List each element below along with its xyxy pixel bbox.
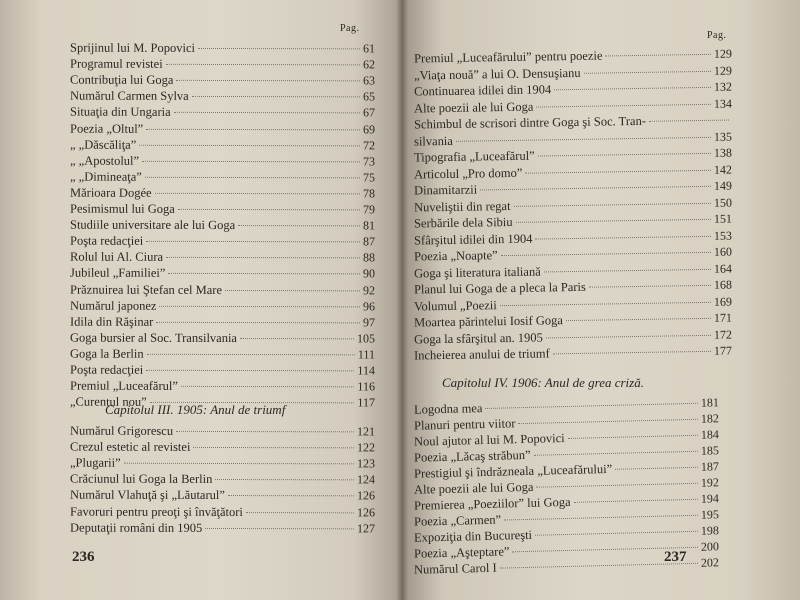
toc-entry-title: Goga şi literatura italiană [413, 264, 541, 280]
toc-entry-title: Volumul „Poezii [413, 297, 497, 313]
toc-entry-title: „ „Apostolul” [69, 153, 140, 168]
toc-entry-title: Poezia „Aşteptare” [413, 544, 510, 561]
toc-entry-page: 160 [713, 244, 733, 259]
toc-entry-title: Contribuţia lui Goga [69, 72, 174, 88]
leader-dots [536, 103, 711, 107]
toc-entry-page: 168 [713, 277, 733, 292]
left-pag-label: Pag. [340, 23, 360, 34]
toc-entry-title: Mărioara Dogée [69, 185, 152, 200]
leader-dots [176, 431, 354, 432]
toc-entry-title: silvania [413, 133, 454, 148]
toc-entry-title: Continuarea idilei din 1904 [413, 82, 552, 99]
toc-entry-title: Nuveliştii din regat [413, 198, 511, 214]
toc-entry-page: 142 [713, 162, 733, 177]
toc-entry [70, 72, 375, 89]
toc-entry [70, 455, 375, 472]
toc-entry-page: 79 [362, 202, 376, 217]
toc-entry-page: 126 [356, 504, 376, 519]
toc-entry-title: Moartea părintelui Iosif Goga [413, 313, 564, 330]
toc-entry-page: 182 [700, 411, 720, 426]
leader-dots [159, 305, 360, 307]
toc-entry [70, 152, 375, 169]
leader-dots [225, 290, 360, 291]
toc-entry [70, 281, 375, 298]
leader-dots [514, 202, 711, 206]
toc-entry-page: 116 [357, 379, 376, 394]
toc-entry-title: Alte poezii ale lui Goga [413, 479, 534, 497]
toc-entry-title: Goga bursier al Soc. Transilvania [69, 330, 238, 345]
toc-entry-title: Premiul „Luceafărul” [69, 378, 178, 393]
leader-dots [193, 447, 354, 448]
leader-dots [176, 80, 360, 81]
toc-entry-page: 150 [713, 195, 733, 210]
toc-entry-title: Poşta redacţiei [69, 362, 144, 377]
leader-dots [147, 354, 355, 356]
toc-entry-page: 105 [356, 331, 376, 346]
toc-entry-title: Poezia „Lăcaş străbun” [413, 447, 531, 465]
toc-entry-title: Planuri pentru viitor [413, 416, 516, 433]
leader-dots [534, 451, 698, 456]
toc-entry-page: 134 [713, 96, 733, 111]
leader-dots [544, 268, 711, 272]
toc-entry-title: Idila din Răşinar [69, 314, 154, 329]
left-page-number: 236 [72, 549, 95, 565]
toc-entry-page: 92 [362, 282, 376, 297]
toc-entry-page: 81 [362, 218, 376, 233]
toc-entry-title: Incheierea anului de triumf [413, 346, 550, 363]
toc-entry-title: Logodna mea [413, 401, 483, 417]
leader-dots [535, 235, 711, 239]
leader-dots [240, 338, 354, 339]
toc-entry-page: 149 [713, 178, 733, 193]
toc-entry [70, 503, 375, 520]
toc-entry-page: 172 [713, 327, 733, 342]
toc-entry-title: Expoziţia din Bucureşti [413, 527, 533, 545]
leader-dots [174, 112, 360, 113]
leader-dots [181, 386, 355, 387]
toc-entry-page: 169 [713, 294, 733, 309]
toc-entry-page: 123 [356, 456, 376, 471]
toc-entry-title: Noul ajutor al lui M. Popovici [413, 431, 565, 449]
toc-entry-page: 126 [356, 488, 376, 503]
leader-dots [605, 54, 711, 57]
toc-entry-title: Situaţia din Ungaria [69, 104, 171, 120]
toc-entry-title: Serbările dela Sibiu [413, 214, 513, 231]
right-chapter-heading: Capitolul IV. 1906: Anul de grea criză. [442, 375, 644, 390]
toc-entry-title: „ „Dimineaţa” [69, 169, 142, 184]
leader-dots [124, 463, 354, 465]
toc-entry-title: „Curentul nou” [69, 394, 147, 409]
leader-dots [500, 301, 711, 305]
toc-entry-page: 192 [700, 475, 720, 490]
toc-entry-page: 177 [713, 343, 733, 358]
toc-entry-title: „Viaţa nouă” a lui O. Densuşianu [413, 65, 581, 82]
toc-entry [70, 184, 375, 201]
right-pag-label: Pag. [707, 30, 727, 41]
leader-dots [536, 483, 698, 488]
toc-entry-title: Articolul „Pro domo” [413, 165, 523, 181]
toc-entry-page: 181 [700, 395, 720, 410]
toc-entry-title: „ „Dăscăliţa” [69, 137, 137, 152]
toc-entry-page: 127 [356, 520, 376, 535]
toc-entry-title: Schimbul de scrisori dintre Goga şi Soc. Tran- [413, 113, 647, 132]
toc-entry-title: Favoruri pentru preoţi şi învăţători [69, 504, 243, 519]
toc-entry-title: Prăznuirea lui Ştefan cel Mare [69, 282, 223, 297]
leader-dots [649, 120, 729, 122]
toc-entry-page: 171 [713, 310, 733, 325]
toc-entry-page: 184 [700, 427, 720, 442]
toc-entry-title: Numărul Grigorescu [69, 423, 174, 438]
toc-entry [70, 297, 375, 314]
leader-dots [146, 370, 354, 372]
toc-entry-page: 153 [713, 228, 733, 243]
leader-dots [525, 169, 711, 173]
toc-entry-title: Numărul japonez [69, 298, 157, 313]
toc-entry-page: 97 [362, 315, 376, 330]
leader-dots [198, 48, 360, 49]
leader-dots [192, 96, 360, 97]
toc-entry-title: Rolul lui Al. Ciura [69, 249, 164, 265]
toc-entry-page: 96 [362, 298, 376, 313]
toc-entry-title: Goga la Berlin [69, 346, 144, 361]
toc-entry-title: Dinamitarzii [413, 182, 478, 198]
leader-dots [166, 257, 360, 259]
toc-entry-title: Poezia „Carmen” [413, 512, 502, 529]
toc-entry-page: 65 [362, 89, 376, 104]
toc-entry-title: Crăciunul lui Goga la Berlin [69, 471, 213, 487]
toc-entry-page: 194 [700, 491, 720, 506]
toc-entry [70, 519, 375, 536]
leader-dots [215, 479, 354, 480]
toc-entry [70, 423, 375, 440]
leader-dots [246, 512, 354, 513]
left-chapter-heading: Capitolul III. 1905: Anul de triumf [105, 402, 286, 417]
toc-entry [70, 56, 375, 73]
toc-entry-page: 88 [362, 250, 376, 265]
leader-dots [146, 241, 360, 243]
right-page [402, 0, 800, 600]
toc-entry-page: 78 [362, 186, 376, 201]
toc-entry [70, 249, 375, 266]
toc-entry [70, 362, 375, 379]
leader-dots [553, 351, 711, 354]
toc-entry-page: 124 [356, 472, 376, 487]
toc-entry-page: 198 [700, 523, 720, 538]
leader-dots [139, 144, 360, 146]
toc-entry [70, 313, 375, 330]
toc-entry-title: Premiul „Luceafărului” pentru poezie [413, 48, 603, 66]
book-gutter [396, 0, 408, 600]
toc-entry-title: Numărul Carol I [413, 560, 497, 577]
toc-entry-title: Goga la sfârşitul an. 1905 [413, 329, 543, 346]
toc-entry-page: 114 [357, 363, 376, 378]
toc-entry-title: Premierea „Poeziilor” lui Goga [413, 494, 571, 513]
leader-dots [501, 252, 711, 256]
leader-dots [238, 225, 360, 226]
toc-entry-title: „Plugarii” [69, 455, 121, 470]
toc-entry [70, 217, 375, 234]
toc-entry-page: 129 [713, 46, 733, 61]
toc-entry-page: 75 [362, 170, 376, 185]
toc-entry-page: 111 [357, 347, 376, 362]
toc-entry-page: 138 [713, 145, 733, 160]
toc-entry-page: 135 [713, 129, 733, 144]
toc-entry [70, 168, 375, 185]
toc-entry-title: Deputaţii români din 1905 [69, 520, 203, 535]
toc-entry-page: 195 [700, 507, 720, 522]
leader-dots [584, 70, 711, 73]
toc-entry-title: Poşta redacţiei [69, 233, 144, 248]
toc-entry-title: Numărul Carmen Sylva [69, 88, 189, 104]
toc-entry [70, 329, 375, 346]
toc-entry-title: Jubileul „Familiei” [69, 265, 166, 281]
leader-dots [554, 87, 711, 90]
toc-entry-title: Sprijinul lui M. Popovici [69, 40, 196, 55]
leader-dots [156, 322, 360, 324]
leader-dots [456, 136, 711, 141]
toc-entry [70, 439, 375, 456]
leader-dots [615, 467, 698, 470]
leader-dots [518, 419, 698, 424]
toc-entry-page: 72 [362, 137, 376, 152]
toc-entry-title: Prestigiul şi îndrăzneala „Luceafărului” [413, 461, 613, 481]
leader-dots [228, 495, 354, 496]
leader-dots [485, 403, 698, 409]
leader-dots [146, 128, 360, 130]
leader-dots [168, 273, 360, 275]
toc-entry-title: Studiile universitare ale lui Goga [69, 217, 236, 233]
leader-dots [480, 186, 711, 191]
toc-entry-page: 61 [362, 41, 376, 56]
toc-entry-page: 129 [713, 63, 733, 78]
toc-entry-title: Planul lui Goga de a pleca la Paris [413, 279, 586, 297]
toc-entry-page: 187 [700, 459, 720, 474]
leader-dots [205, 528, 354, 529]
leader-dots [574, 499, 698, 503]
toc-entry-page: 200 [700, 539, 720, 554]
leader-dots [178, 209, 360, 210]
toc-entry-title: Tipografia „Luceafărul” [413, 148, 535, 165]
toc-entry-title: Poezia „Oltul” [69, 121, 144, 136]
leader-dots [546, 334, 711, 338]
toc-entry-page: 132 [713, 79, 733, 94]
toc-entry [70, 378, 375, 395]
toc-entry-title: Sfârşitul idilei din 1904 [413, 231, 533, 247]
leader-dots [589, 285, 711, 288]
toc-entry-title: Programul revistei [69, 56, 163, 71]
toc-entry-page: 164 [713, 261, 733, 276]
toc-entry-title: Alte poezii ale lui Goga [413, 99, 534, 115]
toc-entry [70, 233, 375, 250]
leader-dots [516, 219, 711, 223]
toc-entry [70, 487, 375, 504]
leader-dots [155, 193, 360, 195]
toc-entry [70, 120, 375, 137]
leader-dots [566, 318, 711, 321]
leader-dots [166, 64, 360, 66]
toc-entry-page: 63 [362, 73, 376, 88]
toc-entry-page: 185 [700, 443, 720, 458]
leader-dots [145, 177, 360, 179]
leader-dots [504, 515, 698, 521]
toc-entry-title: Numărul Vlahuţă şi „Lăutarul” [69, 487, 225, 503]
toc-entry-title: Crezul estetic al revistei [69, 439, 191, 455]
toc-entry-page: 151 [713, 211, 733, 226]
toc-entry-page: 62 [362, 57, 376, 72]
toc-entry-page: 67 [362, 105, 376, 120]
toc-entry-page: 87 [362, 234, 376, 249]
leader-dots [142, 160, 360, 162]
toc-entry [70, 88, 375, 105]
toc-entry-title: Pesimismul lui Goga [69, 201, 175, 216]
toc-entry-title: Poezia „Noapte” [413, 248, 498, 264]
right-page-number: 237 [664, 549, 687, 565]
toc-entry [70, 265, 375, 282]
toc-entry [70, 136, 375, 153]
toc-entry-page: 121 [356, 424, 376, 439]
toc-entry [70, 345, 375, 362]
toc-entry-page: 117 [357, 395, 376, 410]
toc-entry [70, 40, 375, 57]
leader-dots [535, 531, 698, 536]
toc-entry-page: 122 [356, 440, 376, 455]
toc-entry-page: 69 [362, 121, 376, 136]
toc-entry-page: 90 [362, 266, 376, 281]
leader-dots [538, 153, 711, 157]
toc-entry-page: 202 [700, 555, 720, 570]
toc-entry [70, 201, 375, 218]
toc-entry [70, 471, 375, 488]
leader-dots [568, 435, 698, 439]
toc-entry-page: 73 [362, 154, 376, 169]
toc-entry [70, 104, 375, 121]
